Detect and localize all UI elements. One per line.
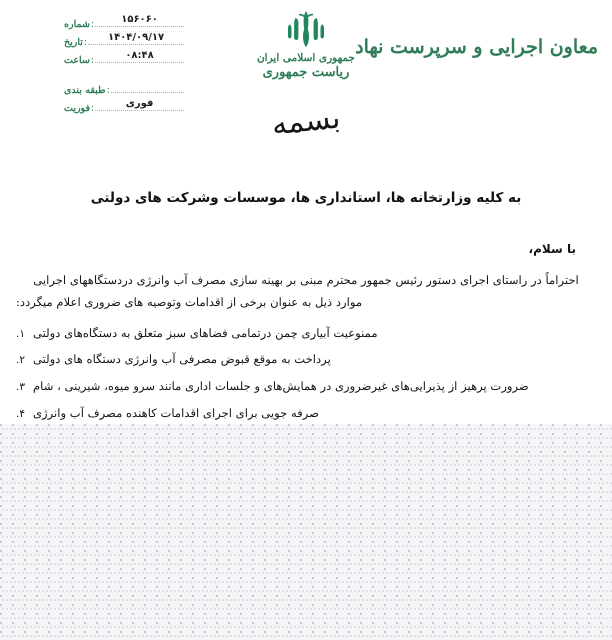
letter-body [0, 180, 612, 640]
registry-row-time [62, 50, 184, 68]
registry-label-urgency: فوریت [64, 103, 91, 114]
registry-value-date: ۱۴۰۴/۰۹/۱۷ [107, 32, 165, 43]
registry-fields [62, 14, 184, 116]
registry-colon: : [91, 103, 95, 114]
registry-row-date [62, 32, 184, 50]
registry-label-number: شماره [64, 19, 90, 30]
clause-text: صرفه جویی برای اجرای اقدامات کاهنده مصرف آب وانرژی [32, 406, 319, 421]
registry-label-date: تاریخ [64, 37, 83, 48]
registry-label-time: ساعت [64, 55, 90, 66]
registry-value-urgency: فوری [125, 98, 154, 109]
addressee-line: به کلیه وزارتخانه ها، استانداری ها، موسسات وشرکت های دولتی [90, 190, 522, 206]
registry-colon: : [83, 37, 88, 48]
registry-colon: : [90, 55, 95, 66]
clause-number: ۱. [16, 327, 25, 340]
registry-rule [88, 32, 184, 45]
registry-row-number [62, 14, 184, 32]
paragraph-line-1: احتراماً در راستای اجرای دستور رئیس جمهور محترم مبنی بر بهینه سازی مصرف آب وانرژی دردستگاههای اجرایی [33, 273, 579, 287]
clause-text: ممنوعیت آبیاری چمن درتمامی فضاهای سبز متعلق به دستگاه‌های دولتی [32, 325, 378, 340]
handwritten-signature-icon: بسمه [270, 100, 342, 143]
clause-item [16, 403, 568, 424]
clause-list [16, 323, 568, 425]
clause-item [16, 323, 568, 344]
iran-emblem-icon [283, 8, 329, 50]
clause-item [16, 349, 568, 370]
registry-value-time: ۰۸:۴۸ [125, 50, 154, 61]
registry-value-number: ۱۵۶۰۶۰ [121, 14, 158, 25]
registry-row-urgency [62, 98, 184, 116]
clause-text: ضرورت پرهیز از پذیرایی‌های غیرضروری در همایش‌های و جلسات اداری مانند سرو میوه، شیرینی ، شام [32, 379, 529, 394]
clause-number: ۳. [16, 381, 25, 394]
clause-number: ۲. [16, 354, 25, 367]
registry-rule [95, 98, 184, 111]
registry-rule [95, 14, 184, 27]
clause-number: ۴. [16, 408, 25, 421]
clause-text: پرداخت به موقع قبوض مصرفی آب وانرژی دستگاه های دولتی [32, 352, 331, 367]
registry-row-classification [62, 80, 184, 98]
clause-item [16, 376, 604, 397]
letterhead [0, 0, 612, 180]
registry-rule [111, 80, 184, 93]
emblem-country-label: جمهوری اسلامی ایران [256, 52, 356, 64]
department-title: معاون اجرایی و سرپرست نهاد [355, 36, 598, 58]
registry-label-classification: طبقه بندی [64, 85, 106, 96]
registry-rule [95, 50, 184, 63]
registry-colon: : [106, 85, 110, 96]
registry-colon: : [90, 19, 95, 30]
emblem-office-label: ریاست جمهوری [262, 65, 350, 81]
salutation: با سلام، [528, 242, 576, 256]
paragraph-line-2: موارد ذیل به عنوان برخی از اقدامات وتوصیه های ضروری اعلام میگردد: [16, 295, 363, 310]
